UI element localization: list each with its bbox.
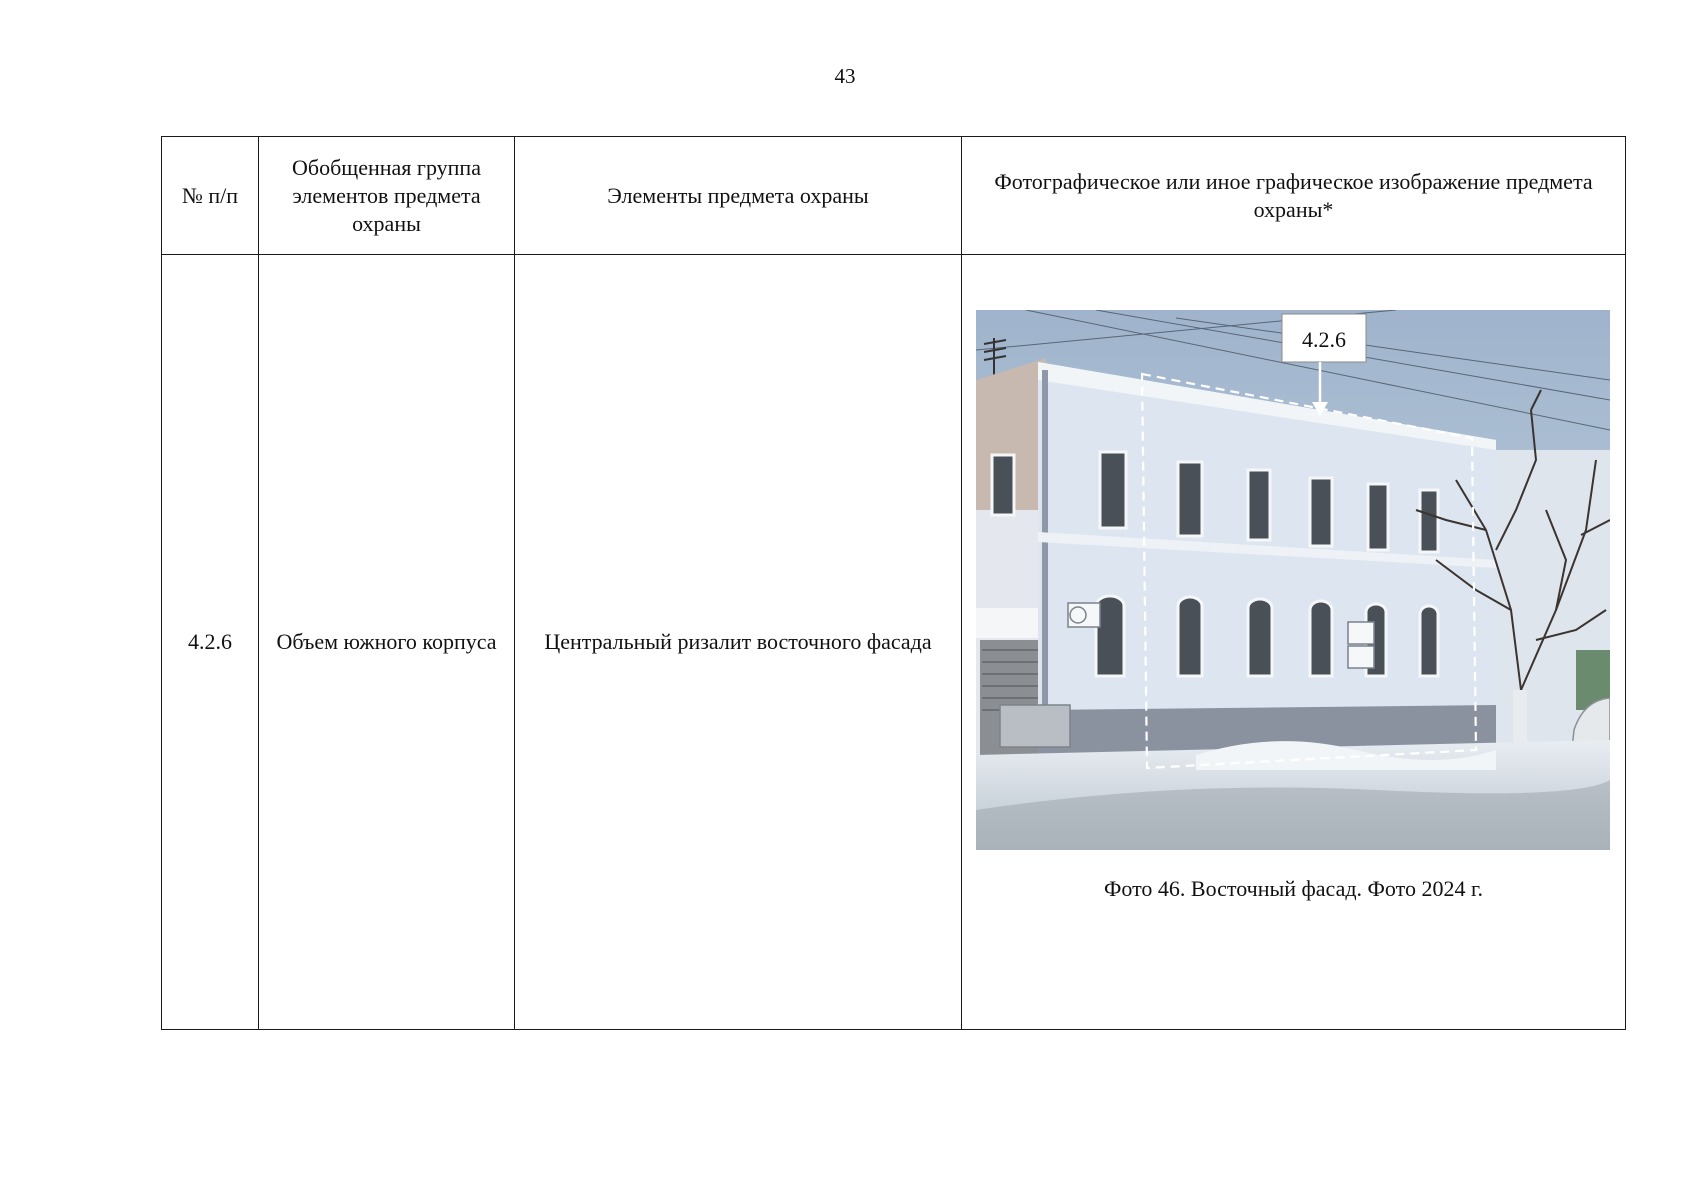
photo-label: 4.2.6 — [1302, 327, 1346, 352]
photo-caption: Фото 46. Восточный фасад. Фото 2024 г. — [1103, 876, 1484, 901]
facade-photo — [976, 310, 1610, 850]
row-group: Объем южного корпуса — [259, 255, 515, 1030]
row-number: 4.2.6 — [162, 255, 259, 1030]
page-number: 43 — [834, 64, 856, 88]
header-number: № п/п — [162, 137, 259, 255]
protection-table — [161, 136, 1626, 1030]
row-photo-cell — [962, 255, 1626, 1030]
header-elements: Элементы предмета охраны — [515, 137, 962, 255]
table-row — [162, 255, 1626, 1030]
header-photo: Фотографическое или иное графическое изображение предмета охраны* — [962, 137, 1626, 255]
table-header-row — [162, 137, 1626, 255]
header-group: Обобщенная группа элементов предмета охраны — [259, 137, 515, 255]
row-element: Центральный ризалит восточного фасада — [515, 255, 962, 1030]
